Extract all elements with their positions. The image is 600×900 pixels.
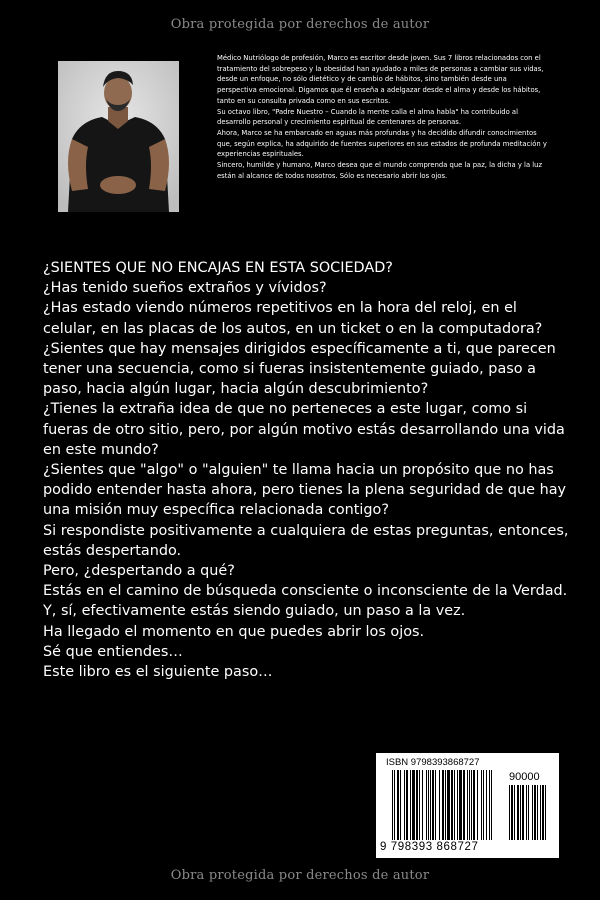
author-bio xyxy=(217,53,547,181)
closing-line: Este libro es el siguiente paso… xyxy=(43,664,273,681)
question: ¿Sientes que hay mensajes dirigidos específicamente a ti, que parecen tener una secuencia, como si fueras insistentemente guiado, paso a paso, hacia algún lugar, hacia algún descubrimiento? xyxy=(43,340,556,398)
bio-paragraph: Su octavo libro, "Padre Nuestro – Cuando la mente calla el alma habla" ha contribuido al desarrollo personal y crecimiento espiritual de centenares de personas. xyxy=(217,107,518,127)
ean13-barcode-icon xyxy=(392,770,502,840)
back-cover-text xyxy=(43,258,573,682)
price-addon-barcode-icon xyxy=(509,785,551,840)
question: ¿Tienes la extraña idea de que no perteneces a este lugar, como si fueras de otro sitio, pero, por algún motivo estás desarrollando una vida en este mundo? xyxy=(43,401,565,458)
paragraph: Estás en el camino de búsqueda consciente o inconsciente de la Verdad. Y, sí, efectivamente estás siendo guiado, un paso a la vez. xyxy=(43,583,568,620)
paragraph: Pero, ¿despertando a qué? xyxy=(43,563,235,580)
question: ¿Has tenido sueños extraños y vívidos? xyxy=(43,280,327,297)
author-portrait-icon xyxy=(58,61,179,212)
isbn-label: ISBN 9798393868727 xyxy=(386,757,480,768)
paragraph: Sé que entiendes… xyxy=(43,643,183,660)
bio-paragraph: Ahora, Marco se ha embarcado en aguas más profundas y ha decidido difundir conocimientos que, según explica, ha adquirido de fuentes superiores en sus estados de profunda meditación y experiencias espirituales. xyxy=(217,128,547,159)
question: ¿Sientes que "algo" o "alguien" te llama hacia un propósito que no has podido entender hasta ahora, pero tienes la plena seguridad de que hay una misión muy específica relacionada contigo? xyxy=(43,462,567,519)
question: ¿Has estado viendo números repetitivos en la hora del reloj, en el celular, en las placas de los autos, en un ticket o en la computadora? xyxy=(43,300,543,337)
bio-paragraph: Sincero, humilde y humano, Marco desea que el mundo comprenda que la paz, la dicha y la luz están al alcance de todos nosotros. Sólo es necesario abrir los ojos. xyxy=(217,161,543,180)
copyright-watermark-top: Obra protegida por derechos de autor xyxy=(170,17,430,32)
copyright-watermark-bottom: Obra protegida por derechos de autor xyxy=(170,868,430,883)
headline: ¿SIENTES QUE NO ENCAJAS EN ESTA SOCIEDAD? xyxy=(43,260,393,276)
isbn-barcode-box xyxy=(376,753,559,858)
price-code: 90000 xyxy=(509,771,540,783)
isbn-digits: 9 798393 868727 xyxy=(380,841,479,853)
author-photo xyxy=(58,61,179,212)
bio-paragraph: Médico Nutriólogo de profesión, Marco es escritor desde joven. Sus 7 libros relacionados con el tratamiento del sobrepeso y la obesidad han ayudado a miles de personas a cambiar sus vidas, desde un enfoque, no sólo dietético y de cambio de hábitos, sino también desde una perspectiva emocional. Digamos que él enseña a adelgazar desde el alma y desde los hábitos, tanto en su consulta privada como en sus escritos. xyxy=(217,54,544,105)
paragraph: Ha llegado el momento en que puedes abrir los ojos. xyxy=(43,623,425,640)
paragraph: Si respondiste positivamente a cualquiera de estas preguntas, entonces, estás despertando. xyxy=(43,522,569,559)
